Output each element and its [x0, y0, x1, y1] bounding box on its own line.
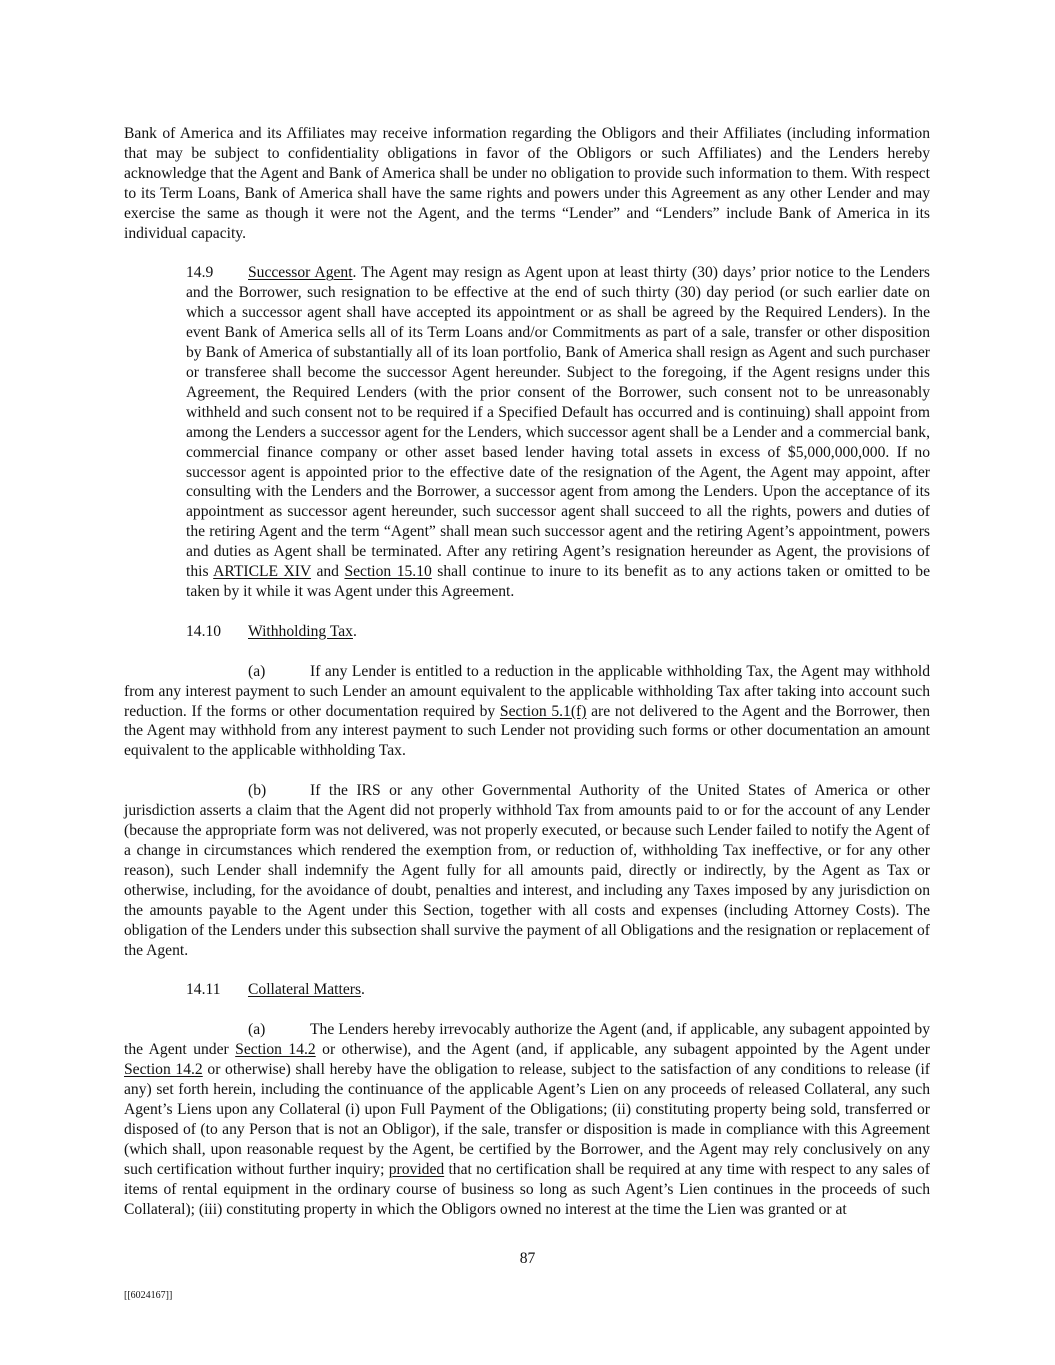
subsection-label: (b): [248, 782, 267, 800]
section-14-11-heading: 14.11 Collateral Matters.: [186, 981, 365, 999]
section-title: Withholding Tax: [248, 622, 353, 640]
document-page: [124, 124, 930, 1219]
subsection-14-10-b: (b) If the IRS or any other Governmental Authority of the United States of America or other jurisdiction asserts a claim that the Agent did not properly withhold Tax from amounts paid to or for the account of any Lender (because the appropriate form was not delivered, was not properly executed, or because such Lender failed to notify the Agent of a change in circumstances which rendered the exemption from, or reduction of, withholding Tax ineffective, or for any other reason), such Lender shall indemnify the Agent fully for all amounts paid, directly or indirectly, by the Agent as Tax or otherwise, including, for the avoidance of doubt, penalties and interest, and including any Taxes imposed by any jurisdiction on the amounts payable to the Agent under this Section, together with all costs and expenses (including Attorney Costs). The obligation of the Lenders under this subsection shall survive the payment of all Obligations and the resignation or replacement of the Agent.: [124, 782, 930, 959]
section-14-10-heading: 14.10 Withholding Tax.: [186, 622, 357, 640]
section-number: 14.10: [186, 622, 222, 640]
subsection-label: (a): [248, 662, 266, 680]
section-number: 14.11: [186, 981, 221, 999]
subsection-14-10-a: (a) If any Lender is entitled to a reduction in the applicable withholding Tax, the Agent may withhold from any interest payment to such Lender an amount equivalent to the applicable withholding Tax after taking into account such reduction. If the forms or other documentation required by Section 5.1(f) are not delivered to the Agent and the Borrower, then the Agent may withhold from any interest payment to such Lender not providing such forms or other documentation an amount equivalent to the applicable withholding Tax.: [124, 662, 931, 760]
section-number: 14.9: [186, 264, 214, 282]
cross-reference: Section 14.2: [235, 1041, 316, 1059]
subsection-14-11-a: (a) The Lenders hereby irrevocably authorize the Agent (and, if applicable, any subagent appointed by the Agent under Section 14.2 or otherwise), and the Agent (and, if applicable, any subagent appointed by the Agent under Section 14.2 or otherwise) shall hereby have the obligation to release, subject to the satisfaction of any conditions to release (if any) set forth herein, including the continuance of the applicable Agent’s Lien on any proceeds of released Collateral, any such Agent’s Liens upon any Collateral (i) upon Full Payment of the Obligations; (ii) constituting property being sold, transferred or disposed of (to any Person that is not an Obligor), if the sale, transfer or disposition is made in compliance with this Agreement (which shall, upon reasonable request by the Agent, be certified by the Borrower, and the Agent may rely conclusively on any such certification without further inquiry; provided that no certification shall be required at any time with respect to any sales of items of rental equipment in the ordinary course of business so long as such Agent’s Lien continues in the proceeds of such Collateral); (iii) constituting property in which the Obligors owned no interest at the time the Lien was granted or at: [124, 1021, 930, 1218]
cross-reference: Section 15.10: [344, 563, 432, 581]
section-title: Successor Agent: [248, 264, 353, 282]
section-title: Collateral Matters: [248, 981, 362, 999]
section-14-9: 14.9 Successor Agent. The Agent may resign as Agent upon at least thirty (30) days’ prior notice to the Lenders and the Borrower, such resignation to be effective at the end of such thirty (30) day period (or such earlier date on which a successor agent shall have accepted its appointment or as shall be agreed by the Required Lenders). In the event Bank of America sells all of its Term Loans and/or Commitments as part of a sale, transfer or other disposition by Bank of America of substantially all of its loan portfolio, Bank of America shall resign as Agent and such purchaser or transferee shall become the successor Agent hereunder. Subject to the foregoing, if the Agent resigns under this Agreement, the Required Lenders (with the prior consent of the Borrower, such consent not to be unreasonably withheld and such consent not to be required if a Specified Default has occurred and is continuing) shall appoint from among the Lenders a successor agent for the Lenders, which successor agent shall be a Lender and a commercial bank, commercial finance company or other asset based lender having total assets in excess of $5,000,000,000. If no successor agent is appointed prior to the effective date of the resignation of the Agent, the Agent may appoint, after consulting with the Lenders and the Borrower, a successor agent from among the Lenders. Upon the acceptance of its appointment as successor agent hereunder, such successor agent shall succeed to all the rights, powers and duties of the retiring Agent and the term “Agent” shall mean such successor agent and the retiring Agent’s appointment, powers and duties as Agent shall be terminated. After any retiring Agent’s resignation hereunder as Agent, the provisions of this ARTICLE XIV and Section 15.10 shall continue to inure to its benefit as to any actions taken or omitted to be taken by it while it was Agent under this Agreement.: [186, 264, 930, 600]
proviso-term: provided: [388, 1160, 445, 1178]
cross-reference: ARTICLE XIV: [213, 563, 311, 581]
subsection-label: (a): [248, 1021, 266, 1039]
cross-reference: Section 5.1(f): [499, 702, 587, 720]
intro-paragraph: Bank of America and its Affiliates may receive information regarding the Obligors and their Affiliates (including information that may be subject to confidentiality obligations in favor of the Obligors or such Affiliates) and the Lenders hereby acknowledge that the Agent and Bank of America shall be under no obligation to provide such information to them. With respect to its Term Loans, Bank of America shall have the same rights and powers under this Agreement as any other Lender and may exercise the same as though it were not the Agent, and the terms “Lender” and “Lenders” include Bank of America in its individual capacity.: [124, 125, 930, 242]
document-id: [[6024167]]: [124, 1290, 173, 1301]
page-number: 87: [519, 1250, 536, 1267]
cross-reference: Section 14.2: [124, 1061, 203, 1079]
